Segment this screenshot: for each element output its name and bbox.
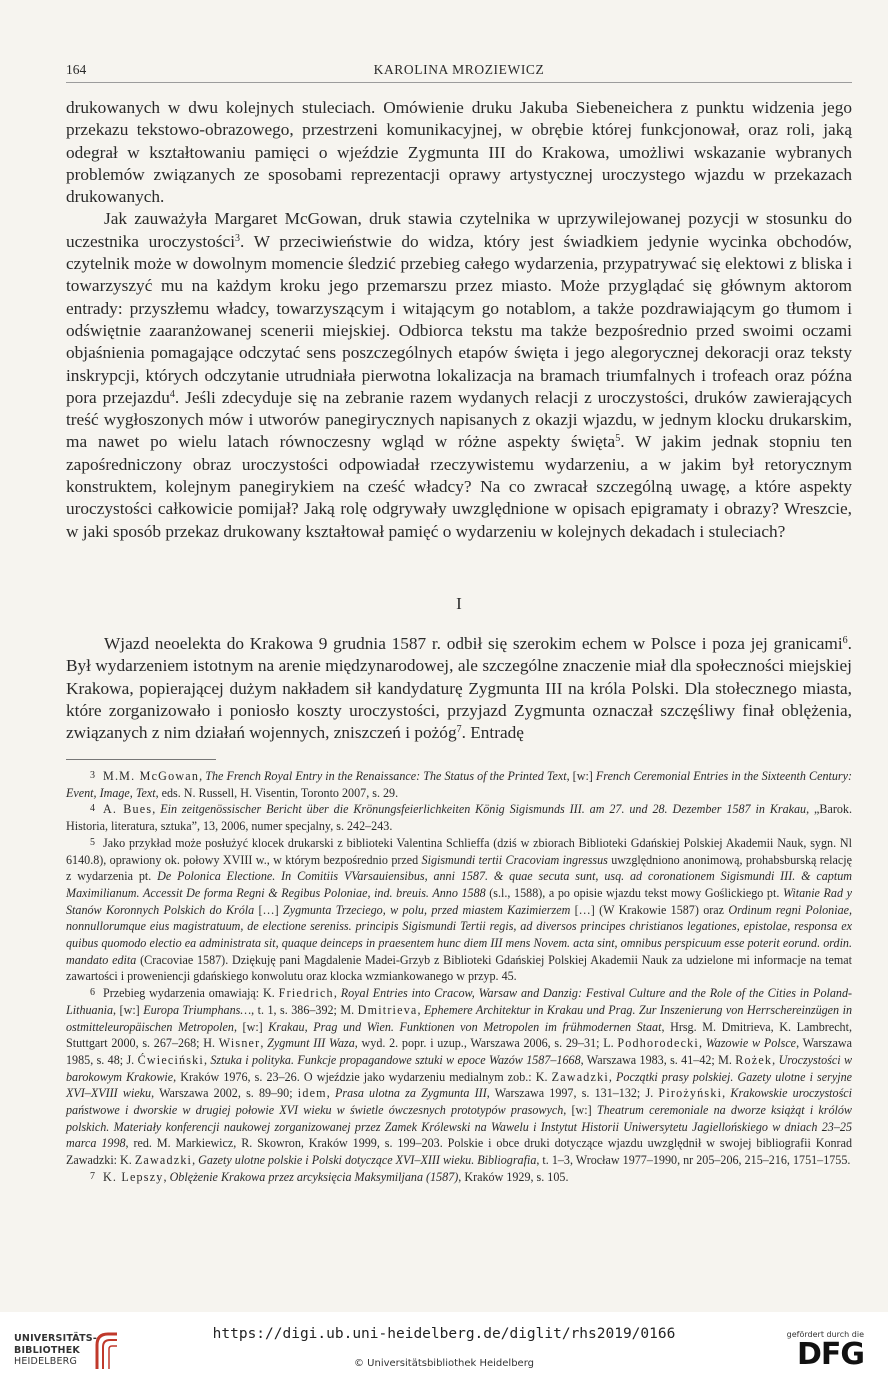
paragraph: drukowanych w dwu kolejnych stuleciach. Omówienie druku Jakuba Siebeneichera z punktu widzenia jego przekazu tekstowo-obrazowego, przestrzeni komunikacyjnej, w obrębie której funkcjonował, oraz roli, jaką odegrał w kształtowaniu pamięci o wjeździe Zygmunta III do Krakowa, umożliwi wskazanie wybranych problemów związanych ze sposobami reprezentacji oprawy artystycznej uroczystego wjazdu w przekazach drukowanych. [66, 98, 852, 207]
footnote-5: 5 Jako przykład może posłużyć klocek drukarski z biblioteki Valentina Schlieffa (dziś w zbiorach Biblioteki Gdańskiej Polskiej Akademii Nauk, sygn. Nl 6140.8), oprawiony ok. połowy XVIII w., w którym bezpośrednio przed Sigismundi tertii Cracoviam ingressus uwzględniono anonimową, prohabsburską relację z wydarzenia pt. De Polonica Electione. In Comitiis VVarsauiensibus, anni 1587. & quae secuta sunt, usq. ad coronationem Sigismundi III. & captum Maximilianum. Accessit De forma Regni & Regibus Poloniae, ind. breuis. Anno 1588 (s.l., 1588), a po opisie wjazdu tekst mowy Goślickiego pt. Witanie Rad y Stanów Koronnych Polskich do Króla […] Zygmunta Trzeciego, w polu, przed miastem Kazimierzem […] (W Krakowie 1587) oraz Ordinum regni Poloniae, nonnullorumque eius magistratuum, de electione sereniss. principis Sigismundi Tertii regis, ad diversos principes christianos legationes, epistolae, responsa ex quibus quomodo electio ea administrata sit, quaque deinceps in praesentem hunc diem III mens Novem. acta sint, omnibus perspicuum esse poterit eorund. ordin. mandato edita (Cracoviae 1587). Dziękuję pani Magdalenie Madei-Grzyb z Biblioteki Gdańskiej Polskiej Akademii Nauk za udzielone mi informacje na temat zawartości i proweniencji gdańskiego konwolutu oraz klocka wzmiankowanego w przyp. 45. [66, 835, 853, 984]
paragraph: Jak zauważyła Margaret McGowan, druk stawia czytelnika w uprzywilejowanej pozycji w stosunku do uczestnika uroczystości$^3$. W przeciwieństwie do widza, który jest świadkiem jedynie wycinka obchodów, czytelnik może w dowolnym momencie śledzić przebieg całego wydarzenia, przypatrywać się elektowi z bliska i towarzyszyć mu na każdym kroku jego przemarszu przez miasto. Może przyglądać się głównym aktorom entrady: przyszłemu władcy, towarzyszącym i witającym go notablom, a także pozdrawiającym go tłumom i odświętnie zaaranżowanej scenerii miejskiej. Odbiorca tekstu ma także bezpośrednio przed swoimi oczami objaśnienia pomagające odczytać sens poszczególnych etapów święta i jego alegorycznej dekoracji oraz teksty inskrypcji, których odczytanie utrudniała pierwotna lokalizacja na bramach triumfalnych i trofeach oraz późna pora przejazdu$^4$. Jeśli zdecyduje się na zebranie razem wydanych relacji z uroczystości, druków zawierających treść wygłoszonych mów i utworów panegirycznych napisanych z okazji wjazdu, w jednym klocku drukarskim, ma nawet po wielu latach równoczesny wgląd w różne aspekty święta$^5$. W jakim jednak stopniu ten zapośredniczony obraz uroczystości odpowiadał rzeczywistemu wydarzeniu, a w jakim był retorycznym konstruktem, kolejnym panegirykiem na cześć władcy? Na co zwracał szczególną uwagę, a które aspekty uroczystości całkowicie pomijał? Jaką rolę odgrywały uwzględnione w opisach epigramaty i obrazy? Wreszcie, w jaki sposób przekaz drukowany kształtował pamięć o wydarzeniu w kolejnych dekadach i stuleciach? [66, 209, 852, 541]
section-body [66, 633, 852, 744]
dfg-logo-text: DFG [796, 1337, 864, 1372]
funder-logo[interactable] [784, 1330, 864, 1371]
viewer-footer [0, 1312, 888, 1381]
footnote-ref[interactable]: 4 [169, 388, 175, 400]
footnote-ref[interactable]: 3 [235, 232, 240, 244]
copyright-notice: © Universitätsbibliothek Heidelberg [353, 1358, 534, 1369]
footnote-ref[interactable]: 7 [456, 724, 462, 736]
library-name: UNIVERSITÄTS- BIBLIOTHEK HEIDELBERG [14, 1333, 97, 1367]
footnote-3: 3 M.M. McGowan, The French Royal Entry in the Renaissance: The Status of the Printed Text, [w:] French Ceremonial Entries in the Sixteenth Century: Event, Image, Text, eds. N. Russell, H. Visentin, Toronto 2007, s. 29. [66, 769, 853, 800]
running-head [66, 62, 852, 83]
footnotes [66, 768, 852, 1186]
paragraph: Wjazd neoelekta do Krakowa 9 grudnia 1587 r. odbił się szerokim echem w Polsce i poza jej granicami$^6$. Był wydarzeniem istotnym na arenie międzynarodowej, ale szczególne znaczenie miał dla społeczności miejskiej Krakowa, popierającej dużym nakładem sił kandydaturę Zygmunta III na króla Polski. Dla stołecznego miasta, które zorganizowało i poniosło koszty uroczystości, przyjazd Zygmunta oznaczał szczęśliwy finał oblężenia, związanych z nim działań wojennych, zniszczeń i pożóg$^7$. Entradę [66, 634, 852, 743]
footnote-divider [66, 759, 216, 760]
section-heading: I [456, 594, 462, 613]
footnote-6: 6 Przebieg wydarzenia omawiają: K. Friedrich, Royal Entries into Cracow, Warsaw and Danzig: Festival Culture and the Role of the Cities in Poland-Lithuania, [w:] Europa Triumphans…, t. 1, s. 386–392; M. Dmitrieva, Ephemere Architektur in Krakau und Prag. Zur Inszenierung von Herrschereinzügen in ostmitteleuropäischen Metropolen, [w:] Krakau, Prag und Wien. Funktionen von Metropolen im frühmodernen Staat, Hrsg. M. Dmitrieva, K. Lambrecht, Stuttgart 2000, s. 267–268; H. Wisner, Zygmunt III Waza, wyd. 2. popr. i uzup., Warszawa 2006, s. 29–31; L. Podhorodecki, Wazowie w Polsce, Warszawa 1985, s. 48; J. Ćwieciński, Sztuka i polityka. Funkcje propagandowe sztuki w epoce Wazów 1587–1668, Warszawa 1983, s. 41–42; M. Rożek, Uroczystości w barokowym Krakowie, Kraków 1976, s. 23–26. O wjeździe jako wydarzeniu medialnym zob.: K. Zawadzki, Początki prasy polskiej. Gazety ulotne i seryjne XVI–XVIII wieku, Warszawa 2002, s. 89–90; idem, Prasa ulotna za Zygmunta III, Warszawa 1997, s. 131–132; J. Pirożyński, Krakowskie uroczystości państwowe i dworskie w drugiej połowie XVI wieku w świetle ówczesnych prototypów prasowych, [w:] Theatrum ceremoniale na dworze książąt i królów polskich. Materiały konferencji naukowej zorganizowanej przez Zamek Królewski na Wawelu i Instytut Historii Uniwersytetu Jagiellońskiego w dniach 23–25 marca 1998, red. M. Markiewicz, R. Skowron, Kraków 1999, s. 199–203. Polskie i obce druki dotyczące wjazdu uwzględnił w swojej bibliografii Konrad Zawadzki: K. Zawadzki, Gazety ulotne polskie i Polski dotyczące XVI–XIII wieku. Bibliografia, t. 1–3, Wrocław 1977–1990, nr 205–206, 215–216, 1751–1755. [66, 986, 853, 1168]
page-number: 164 [66, 62, 87, 77]
footnote-7: 7 K. Lepszy, Oblężenie Krakowa przez arcyksięcia Maksymiljana (1587), Kraków 1929, s. 105. [90, 1169, 569, 1184]
funding-caption: gefördert durch die [786, 1330, 864, 1339]
footnote-4: 4 A. Bues, Ein zeitgenössischer Bericht über die Krönungsfeierlichkeiten König Sigismunds III. am 27. und 28. Dezember 1587 in Krakau, „Barok. Historia, literatura, sztuka”, 13, 2006, numer specjalny, s. 242–243. [66, 802, 852, 834]
body-text [66, 97, 852, 543]
footnote-ref[interactable]: 5 [615, 433, 621, 445]
page-url-link[interactable]: https://digi.ub.uni-heidelberg.de/diglit/rhs2019/0166 [212, 1326, 676, 1342]
running-title: KAROLINA MROZIEWICZ [373, 62, 545, 77]
footnote-ref[interactable]: 6 [842, 635, 848, 646]
